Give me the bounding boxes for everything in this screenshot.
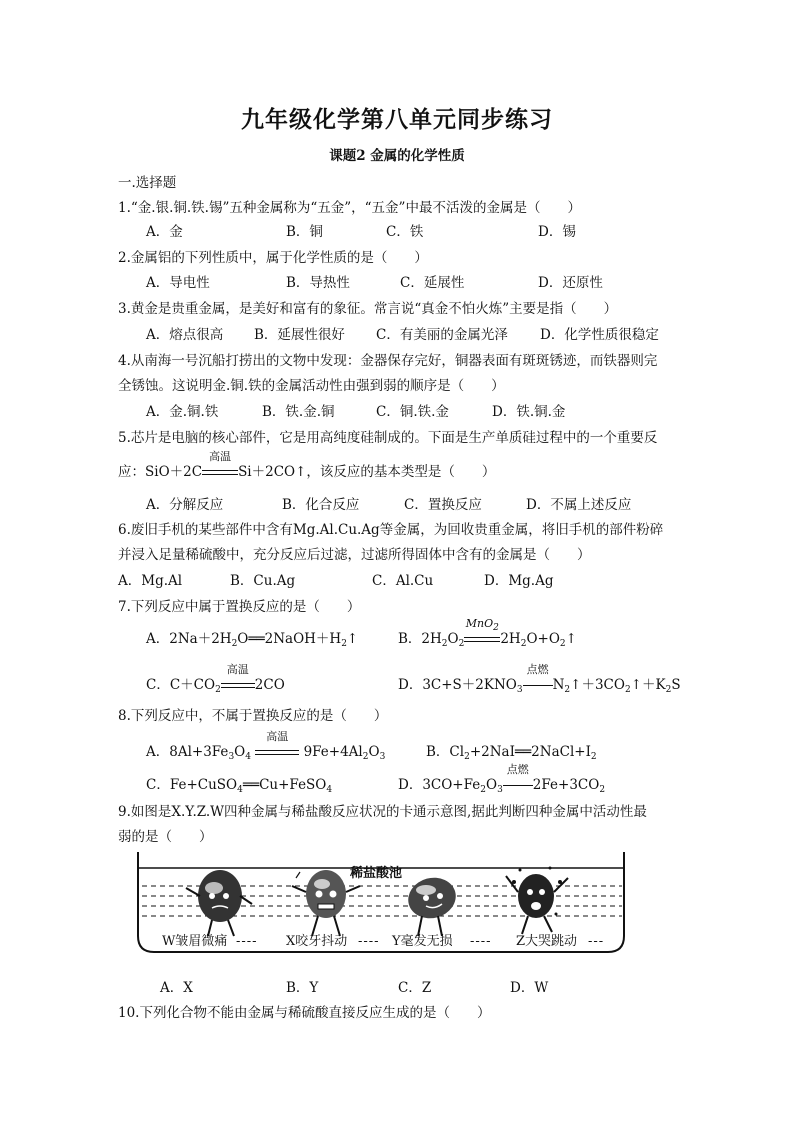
q2-option-b: B．导热性 [286,275,350,291]
q9-option-a: A．X [160,980,193,996]
q8-a-condition-text: 高温 [266,730,289,743]
q5-option-b: B．化合反应 [282,497,360,513]
cartoon-label-x: X咬牙抖动 [286,934,348,949]
q5-eq-prefix: 应：SiO＋2C [118,464,203,480]
q8-a-condition-arrow [255,730,299,761]
q7-option-a: A．$2Na+2H_2O══2NaOH+H_2↑$ [146,631,359,649]
section-heading: 一.选择题 [118,175,177,191]
metal-y-icon [404,872,461,936]
q4-option-b: B．铁.金.铜 [262,404,335,420]
q6-option-d: D．Mg.Ag [484,573,554,589]
question-8-stem: 8.下列反应中，不属于置换反应的是（ ） [118,708,388,724]
q6-option-c: C．Al.Cu [372,573,434,589]
dash-separator: ---- [236,934,258,949]
q1-option-c: C．铁 [386,224,424,240]
question-5-stem-line1: 5.芯片是电脑的核心部件，它是用高纯度硅制成的。下面是生产单质硅过程中的一个重要反 [118,430,658,446]
q4-option-d: D．铁.铜.金 [492,404,566,420]
q4-option-a: A．金.铜.铁 [146,404,219,420]
q5-eq-suffix: Si＋2CO↑，该反应的基本类型是（ ） [238,464,496,480]
q8-option-c: C．Fe+CuSO$_4$══Cu+FeSO$_4$ [146,777,333,795]
dash-separator: ---- [470,934,492,949]
q3-option-a: A．熔点很高 [146,327,224,343]
q3-option-d: D．化学性质很稳定 [540,327,659,343]
q2-option-a: A．导电性 [146,275,210,291]
q7-option-d: D．$3C+S+2KNO_3$ 点燃 $N_2↑+3CO_2↑+K_2S$ [398,663,681,695]
metal-w-icon [186,870,252,936]
page-title: 九年级化学第八单元同步练习 [241,106,553,133]
question-7-stem: 7.下列反应中属于置换反应的是（ ） [118,599,361,615]
cartoon-label-z: Z大哭跳动 [516,934,578,949]
question-6-stem-line1: 6.废旧手机的某些部件中含有Mg.Al.Cu.Ag等金属，为回收贵重金属，将旧手机的部件粉碎 [118,522,664,538]
q6-option-a: A．Mg.Al [118,573,183,589]
q7-option-c: C．$C+CO_2$ 高温 2CO [146,663,285,695]
q9-option-b: B．Y [286,980,319,996]
dash-separator: ---- [358,934,380,949]
question-9-stem-line2: 弱的是（ ） [118,829,213,845]
q7-b-condition-text: MnO$_2$ [465,617,499,633]
q8-d-condition-text: 点燃 [506,763,529,776]
q5-condition-text: 高温 [209,450,232,463]
q7-d-condition-text: 点燃 [526,663,549,676]
q2-option-d: D．还原性 [538,275,603,291]
cartoon-label-y: Y毫发无损 [392,934,453,949]
q1-option-b: B．铜 [286,224,323,240]
q6-option-b: B．Cu.Ag [230,573,296,589]
q2-option-c: C．延展性 [400,275,465,291]
metal-z-icon [506,867,568,935]
question-6-stem-line2: 并浸入足量稀硫酸中，充分反应后过滤，过滤所得固体中含有的金属是（ ） [118,547,591,563]
q5-condition-arrow [202,450,238,481]
q3-option-b: B．延展性很好 [254,327,345,343]
q5-option-c: C．置换反应 [404,497,482,513]
q8-option-d: D．$3CO+Fe_2O_3$ 点燃 $2Fe+3CO_2$ [398,763,606,795]
q7-c-condition-text: 高温 [226,663,249,676]
q8-option-b: B．$Cl_2+2NaI══2NaCl+I_2$ [426,744,597,762]
pool-label: 稀盐酸池 [350,866,403,881]
q9-option-d: D．W [510,980,549,996]
question-3-stem: 3.黄金是贵重金属，是美好和富有的象征。常言说“真金不怕火炼”主要是指（ ） [118,301,618,317]
q1-option-a: A．金 [146,224,183,240]
question-5-equation [118,450,496,481]
q7-option-b: B．$2H_2O_2$ MnO$_2$ $2H_2O+O_2↑$ [398,617,577,649]
question-4-stem-line2: 全锈蚀。这说明金.铜.铁的金属活动性由强到弱的顺序是（ ） [118,378,505,394]
question-9-stem-line1: 9.如图是X.Y.Z.W四种金属与稀盐酸反应状况的卡通示意图,据此判断四种金属中活动性最 [118,804,647,820]
acid-pool-figure [136,852,626,954]
dash-separator: --- [588,934,605,949]
question-4-stem-line1: 4.从南海一号沉船打捞出的文物中发现：金器保存完好，铜器表面有斑斑锈迹，而铁器则完 [118,353,658,369]
q9-option-c: C．Z [398,980,432,996]
q4-option-c: C．铜.铁.金 [376,404,449,420]
q5-option-a: A．分解反应 [146,497,224,513]
q8-option-a: A．$8Al+3Fe_3O_4$ 高温 $9Fe+4Al_2O_3$ [146,730,386,762]
q5-option-d: D．不属上述反应 [526,497,632,513]
q7-c-condition-arrow [221,663,255,694]
page-subtitle: 课题2 金属的化学性质 [329,148,465,164]
q7-b-condition-arrow [464,617,500,648]
q8-d-condition-arrow [503,763,533,794]
question-10-stem: 10.下列化合物不能由金属与稀硫酸直接反应生成的是（ ） [118,1005,491,1021]
question-1-stem: 1.“金.银.铜.铁.锡”五种金属称为“五金”，“五金”中最不活泼的金属是（ ） [118,200,581,216]
q7-d-condition-arrow [523,663,553,694]
question-2-stem: 2.金属铝的下列性质中，属于化学性质的是（ ） [118,250,428,266]
q3-option-c: C．有美丽的金属光泽 [376,327,508,343]
cartoon-label-w: W皱眉微痛 [162,934,228,949]
q1-option-d: D．锡 [538,224,576,240]
